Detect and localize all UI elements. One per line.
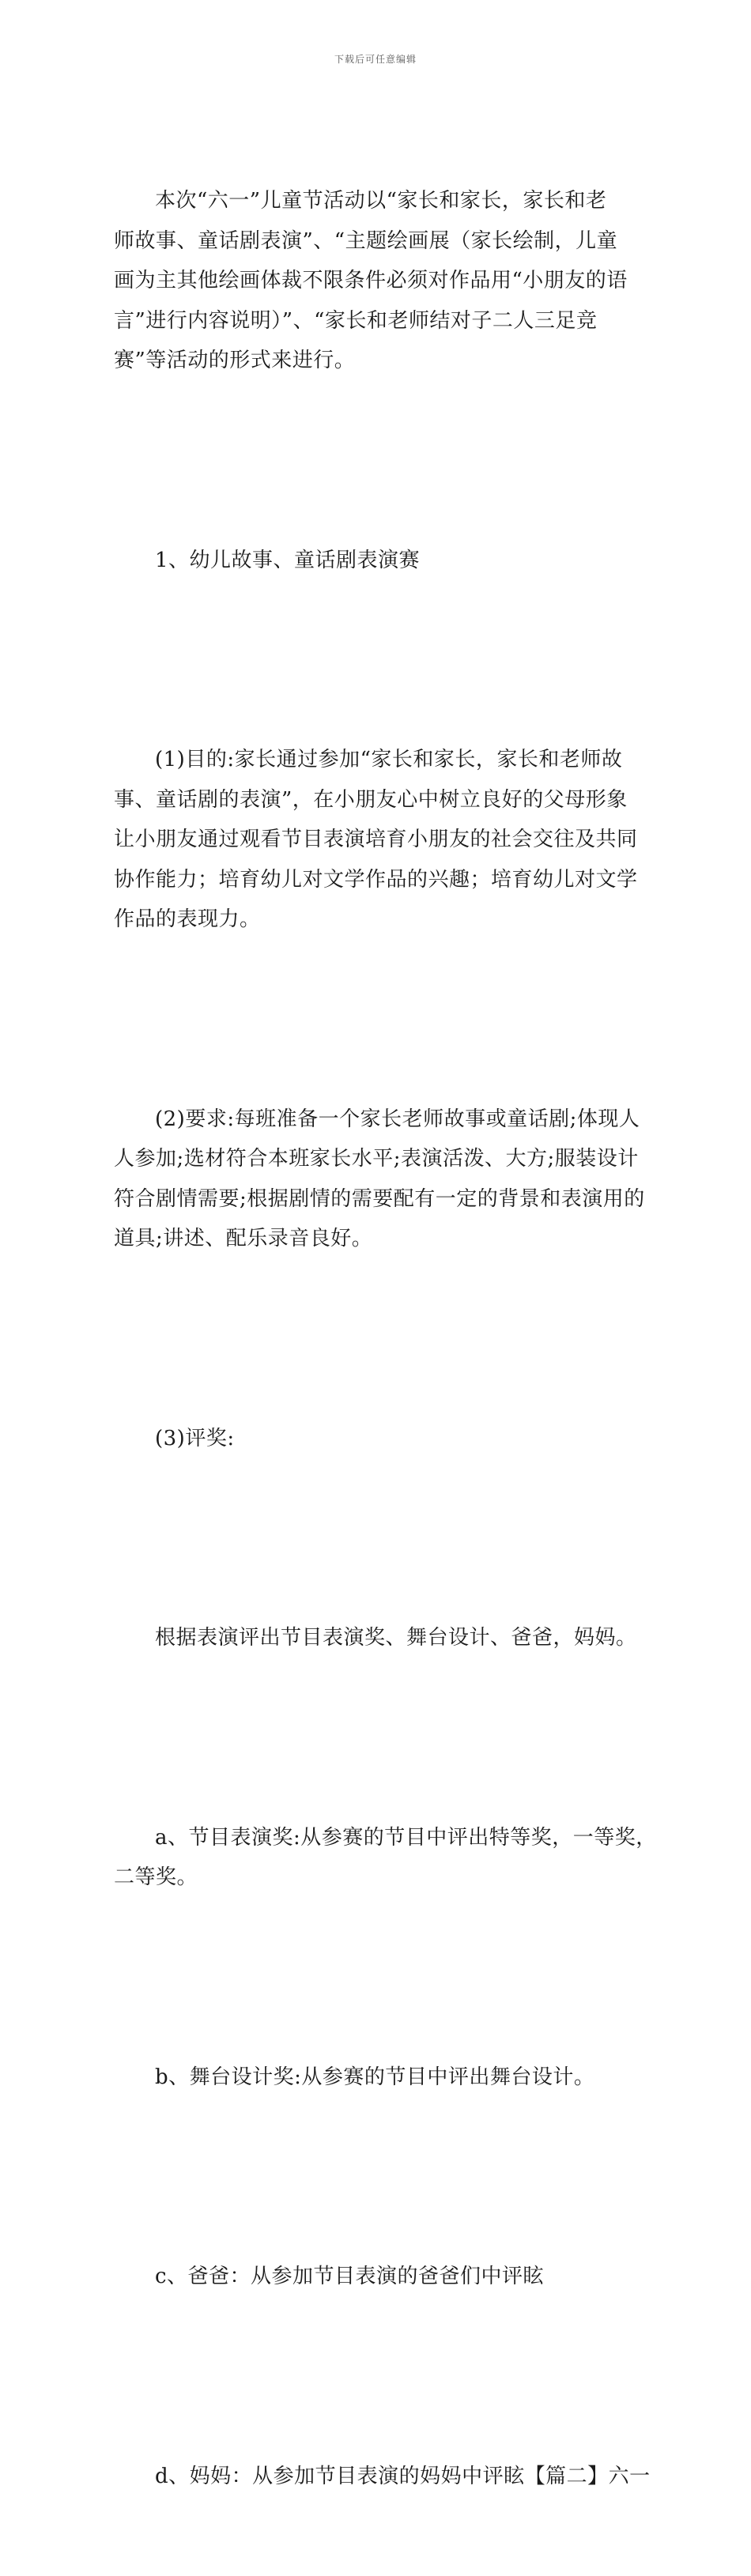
paragraph-awards-summary xyxy=(114,1538,643,1738)
page-header: 下载后可任意编辑 xyxy=(0,52,751,66)
paragraph-award-a xyxy=(114,1738,643,1978)
text-line: c、爸爸：从参加节目表演的爸爸们中评眩 xyxy=(114,2257,643,2297)
text-line: 赛”等活动的形式来进行。 xyxy=(114,341,643,381)
text-line: 根据表演评出节目表演奖、舞台设计、爸爸，妈妈。 xyxy=(114,1618,643,1658)
section-heading xyxy=(114,461,643,661)
text-line: 协作能力；培育幼儿对文学作品的兴趣；培育幼儿对文学 xyxy=(114,860,643,900)
text-line: 道具;讲述、配乐录音良好。 xyxy=(114,1219,643,1259)
paragraph-intro xyxy=(114,101,643,461)
text-line: 1、幼儿故事、童话剧表演赛 xyxy=(114,541,643,581)
paragraph-award-b xyxy=(114,1978,643,2178)
text-line: 人参加;选材符合本班家长水平;表演活泼、大方;服装设计 xyxy=(114,1139,643,1179)
paragraph-awards-heading xyxy=(114,1339,643,1539)
text-line: 画为主其他绘画体裁不限条件必须对作品用“小朋友的语 xyxy=(114,261,643,301)
text-line: 本次“六一”儿童节活动以“家长和家长，家长和老 xyxy=(114,181,643,221)
text-line: 言”进行内容说明）”、“家长和老师结对子二人三足竞 xyxy=(114,301,643,341)
text-line: (3)评奖: xyxy=(114,1419,643,1459)
text-line: b、舞台设计奖:从参赛的节目中评出舞台设计。 xyxy=(114,2057,643,2098)
text-line: 让小朋友通过观看节目表演培育小朋友的社会交往及共同 xyxy=(114,820,643,860)
text-line: 二等奖。 xyxy=(114,1858,643,1898)
paragraph-purpose xyxy=(114,660,643,1020)
paragraph-award-d xyxy=(114,2377,643,2576)
text-line: d、妈妈：从参加节目表演的妈妈中评眩【篇二】六一 xyxy=(114,2457,643,2497)
text-line: 师故事、童话剧表演”、“主题绘画展（家长绘制，儿童 xyxy=(114,221,643,262)
text-line: (2)要求:每班准备一个家长老师故事或童话剧;体现人 xyxy=(114,1099,643,1140)
text-line: 符合剧情需要;根据剧情的需要配有一定的背景和表演用的 xyxy=(114,1179,643,1220)
paragraph-requirements xyxy=(114,1020,643,1339)
paragraph-award-c xyxy=(114,2177,643,2377)
text-line: a、节目表演奖:从参赛的节目中评出特等奖，一等奖， xyxy=(114,1818,643,1858)
text-line: (1)目的:家长通过参加“家长和家长，家长和老师故 xyxy=(114,740,643,780)
text-line: 作品的表现力。 xyxy=(114,900,643,940)
text-line: 事、童话剧的表演”，在小朋友心中树立良好的父母形象 xyxy=(114,780,643,820)
document-body xyxy=(114,101,643,2576)
